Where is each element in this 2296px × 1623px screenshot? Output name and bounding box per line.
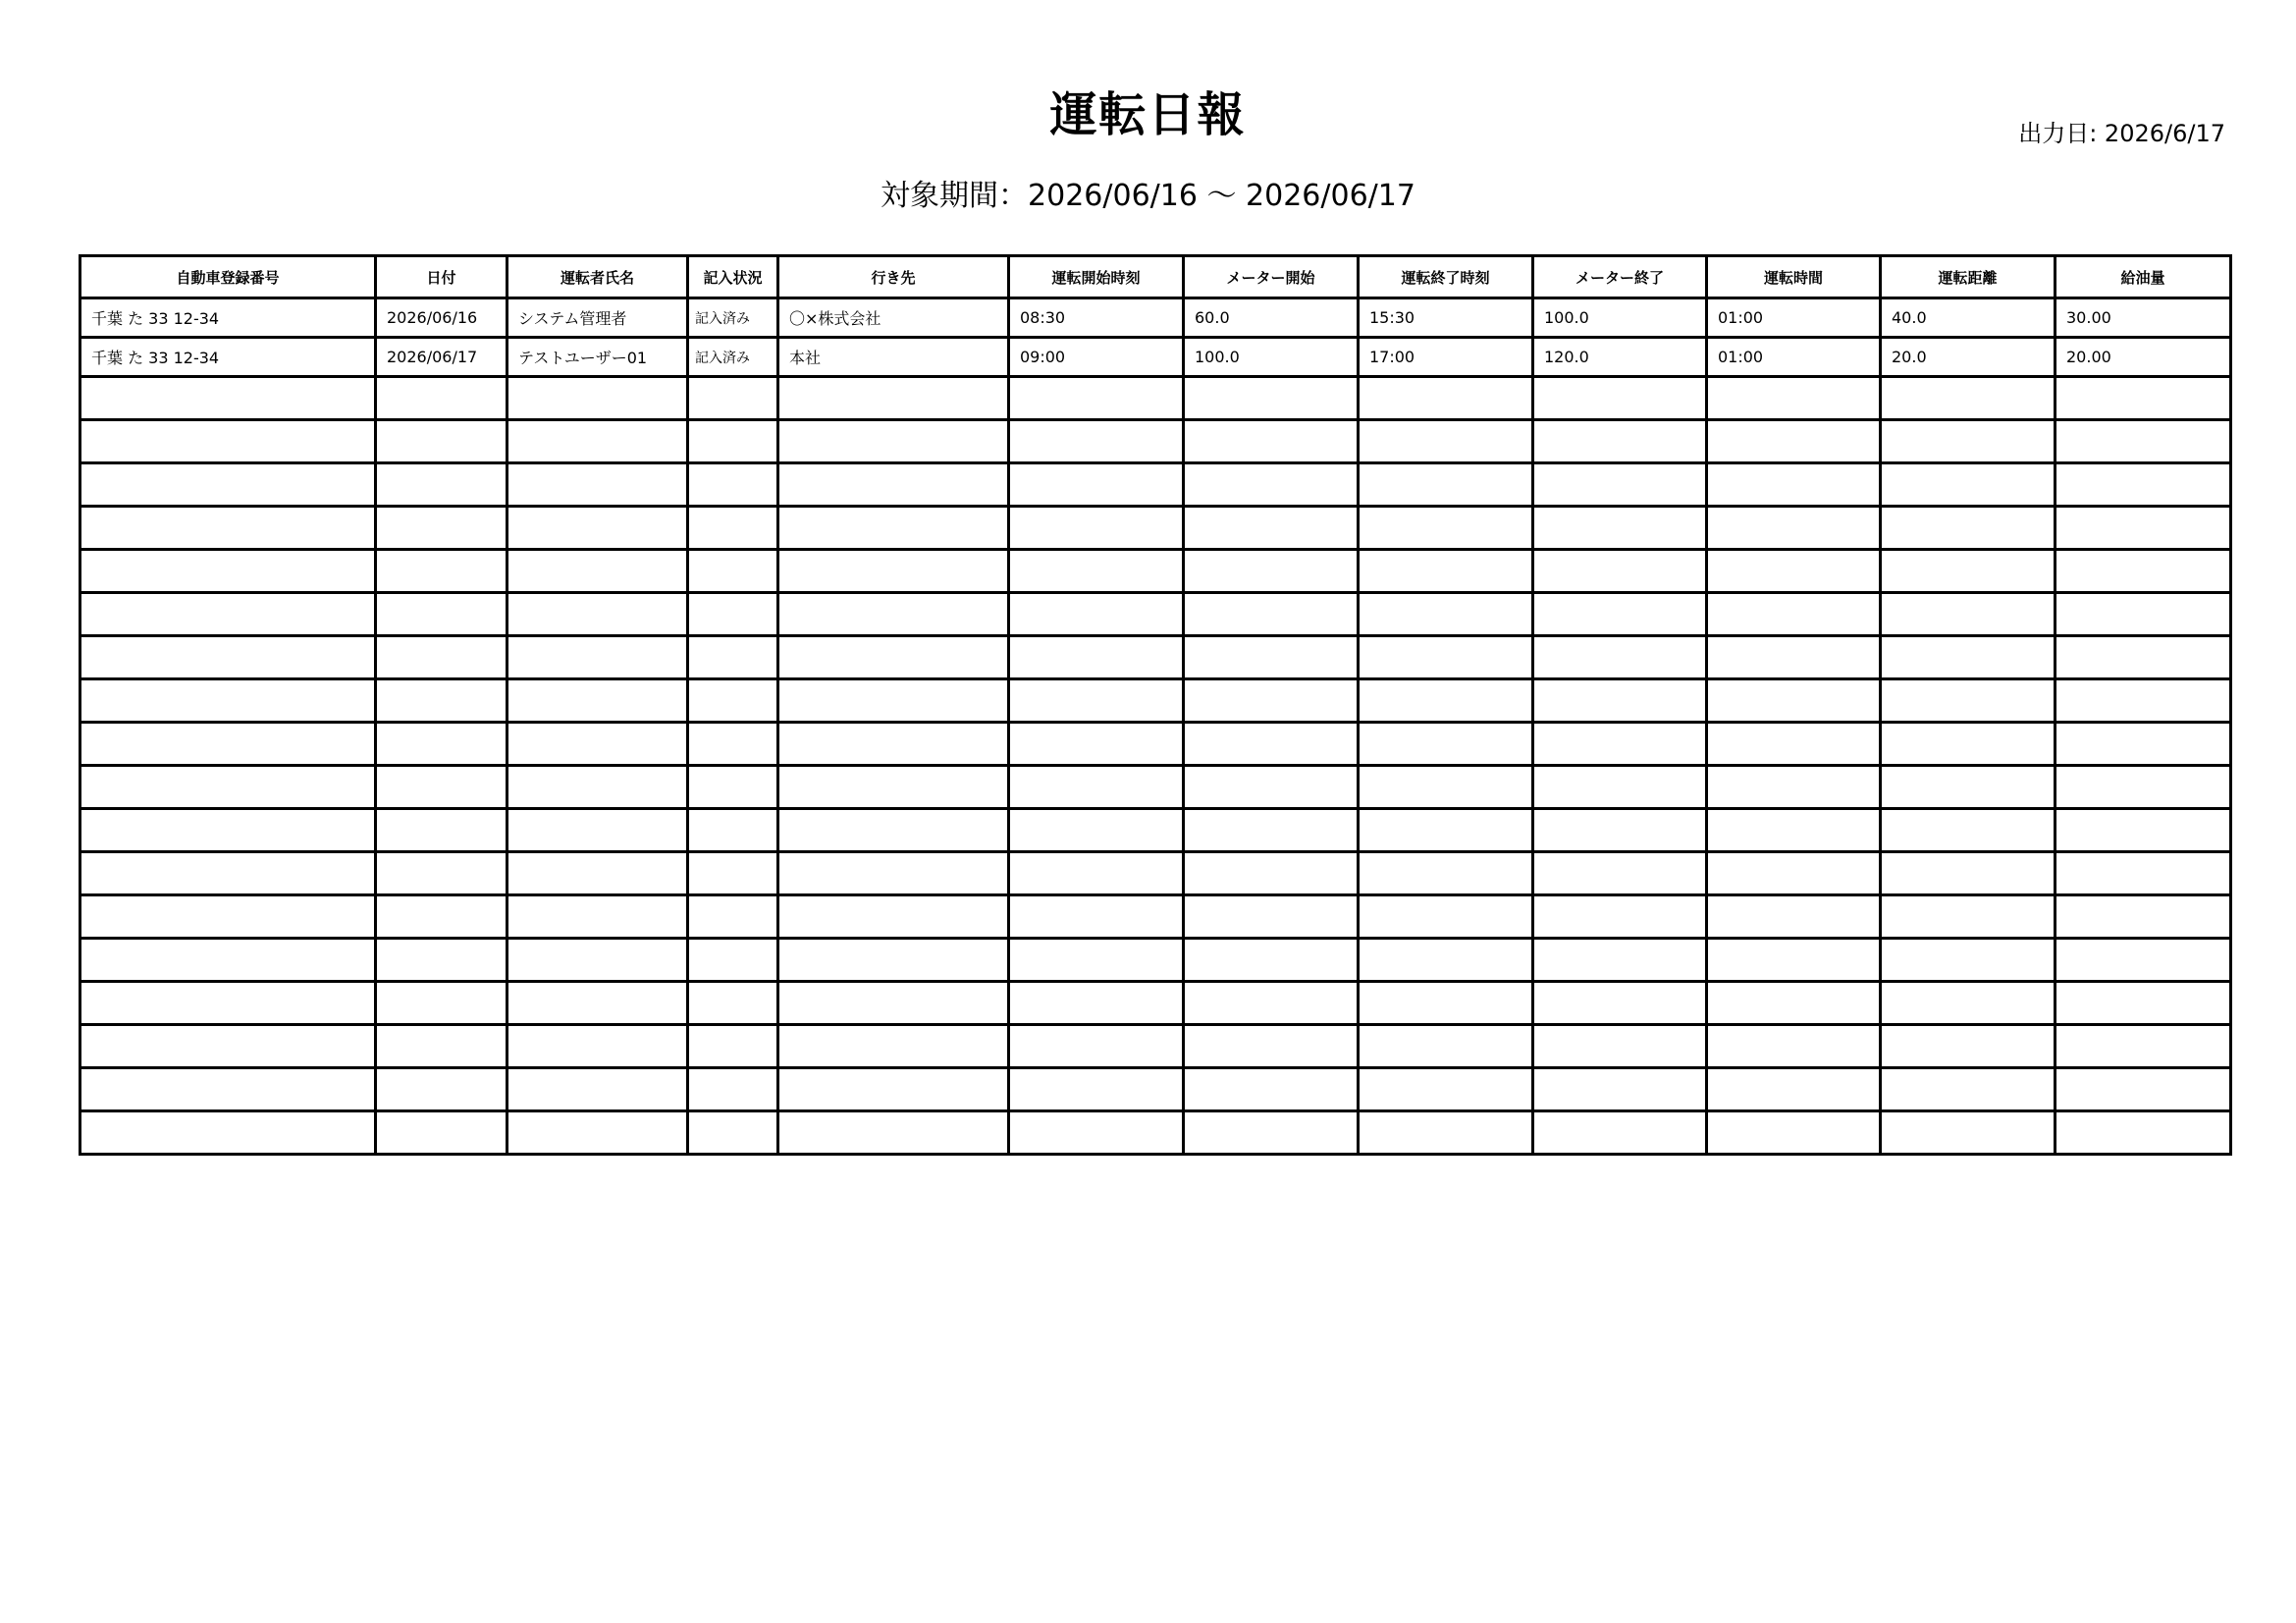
page-title: 運転日報: [1049, 87, 1247, 142]
empty-cell: [1184, 895, 1359, 939]
empty-cell: [1184, 679, 1359, 723]
empty-cell: [1184, 507, 1359, 550]
empty-cell: [1533, 939, 1707, 982]
empty-cell: [688, 895, 778, 939]
empty-cell: [778, 679, 1009, 723]
empty-cell: [507, 679, 688, 723]
empty-cell: [1009, 1025, 1184, 1068]
empty-cell: [1707, 1068, 1881, 1111]
end-time-cell: 15:30: [1359, 298, 1533, 338]
empty-cell: [1009, 895, 1184, 939]
empty-cell: [1009, 420, 1184, 463]
empty-cell: [778, 377, 1009, 420]
empty-table-row: [80, 550, 2231, 593]
empty-cell: [376, 679, 507, 723]
destination-cell: 〇×株式会社: [778, 298, 1009, 338]
empty-cell: [688, 852, 778, 895]
empty-cell: [507, 766, 688, 809]
empty-cell: [2056, 420, 2231, 463]
entry-status-cell: 記入済み: [688, 338, 778, 377]
empty-cell: [1881, 982, 2056, 1025]
empty-cell: [1184, 420, 1359, 463]
empty-cell: [1533, 593, 1707, 636]
empty-table-row: [80, 420, 2231, 463]
empty-table-row: [80, 377, 2231, 420]
empty-table-row: [80, 636, 2231, 679]
empty-cell: [1009, 939, 1184, 982]
empty-cell: [1009, 1068, 1184, 1111]
empty-cell: [2056, 1111, 2231, 1155]
empty-cell: [1009, 982, 1184, 1025]
empty-cell: [1707, 463, 1881, 507]
empty-cell: [1184, 852, 1359, 895]
empty-cell: [1707, 679, 1881, 723]
empty-cell: [1533, 463, 1707, 507]
empty-cell: [1533, 895, 1707, 939]
empty-cell: [80, 636, 376, 679]
empty-cell: [376, 636, 507, 679]
empty-cell: [1009, 636, 1184, 679]
empty-cell: [80, 895, 376, 939]
driver-name-cell: システム管理者: [507, 298, 688, 338]
empty-cell: [778, 507, 1009, 550]
empty-cell: [507, 636, 688, 679]
empty-cell: [1881, 1025, 2056, 1068]
empty-cell: [1009, 1111, 1184, 1155]
destination-cell: 本社: [778, 338, 1009, 377]
empty-cell: [1881, 766, 2056, 809]
empty-cell: [80, 982, 376, 1025]
empty-cell: [1707, 852, 1881, 895]
empty-cell: [688, 982, 778, 1025]
empty-cell: [2056, 679, 2231, 723]
date-cell: 2026/06/17: [376, 338, 507, 377]
empty-cell: [80, 939, 376, 982]
end-time-cell: 17:00: [1359, 338, 1533, 377]
empty-cell: [1533, 420, 1707, 463]
empty-cell: [1881, 1068, 2056, 1111]
empty-cell: [376, 507, 507, 550]
empty-cell: [688, 809, 778, 852]
empty-table-row: [80, 766, 2231, 809]
empty-cell: [1881, 809, 2056, 852]
empty-cell: [507, 939, 688, 982]
empty-cell: [2056, 1025, 2231, 1068]
empty-cell: [1359, 636, 1533, 679]
empty-cell: [376, 852, 507, 895]
empty-cell: [688, 636, 778, 679]
empty-cell: [688, 939, 778, 982]
empty-cell: [688, 507, 778, 550]
empty-cell: [1359, 809, 1533, 852]
empty-cell: [1881, 723, 2056, 766]
empty-cell: [1184, 723, 1359, 766]
column-header-distance: 運転距離: [1881, 256, 2056, 298]
empty-cell: [376, 463, 507, 507]
empty-cell: [376, 939, 507, 982]
empty-cell: [80, 679, 376, 723]
empty-cell: [80, 1025, 376, 1068]
date-cell: 2026/06/16: [376, 298, 507, 338]
empty-cell: [1009, 463, 1184, 507]
start-time-cell: 08:30: [1009, 298, 1184, 338]
empty-cell: [1881, 377, 2056, 420]
empty-cell: [376, 895, 507, 939]
empty-cell: [1533, 982, 1707, 1025]
column-header-end-time: 運転終了時刻: [1359, 256, 1533, 298]
column-header-date: 日付: [376, 256, 507, 298]
empty-cell: [1707, 1025, 1881, 1068]
empty-cell: [688, 766, 778, 809]
empty-cell: [80, 507, 376, 550]
driving-log-table: [79, 254, 2232, 1156]
empty-cell: [80, 766, 376, 809]
empty-cell: [1533, 809, 1707, 852]
empty-cell: [778, 939, 1009, 982]
empty-cell: [1707, 1111, 1881, 1155]
table-row: [80, 338, 2231, 377]
empty-cell: [1009, 593, 1184, 636]
empty-cell: [376, 593, 507, 636]
meter-start-cell: 100.0: [1184, 338, 1359, 377]
empty-cell: [2056, 377, 2231, 420]
empty-cell: [1359, 1068, 1533, 1111]
empty-cell: [2056, 550, 2231, 593]
column-header-vehicle-number: 自動車登録番号: [80, 256, 376, 298]
empty-cell: [778, 852, 1009, 895]
empty-cell: [1533, 679, 1707, 723]
column-header-driver-name: 運転者氏名: [507, 256, 688, 298]
empty-cell: [688, 1111, 778, 1155]
empty-cell: [778, 463, 1009, 507]
empty-cell: [2056, 507, 2231, 550]
empty-cell: [1707, 982, 1881, 1025]
empty-cell: [1009, 550, 1184, 593]
empty-cell: [1359, 766, 1533, 809]
meter-end-cell: 120.0: [1533, 338, 1707, 377]
distance-cell: 20.0: [1881, 338, 2056, 377]
driving-time-cell: 01:00: [1707, 298, 1881, 338]
empty-cell: [1359, 723, 1533, 766]
empty-cell: [507, 507, 688, 550]
empty-cell: [688, 550, 778, 593]
empty-cell: [688, 377, 778, 420]
empty-cell: [507, 895, 688, 939]
empty-cell: [2056, 1068, 2231, 1111]
vehicle-number-cell: 千葉 た 33 12-34: [80, 338, 376, 377]
empty-cell: [1707, 809, 1881, 852]
empty-cell: [1009, 679, 1184, 723]
driver-name-cell: テストユーザー01: [507, 338, 688, 377]
empty-cell: [1184, 939, 1359, 982]
empty-cell: [1533, 1025, 1707, 1068]
empty-cell: [1359, 852, 1533, 895]
empty-cell: [1881, 550, 2056, 593]
empty-cell: [1009, 507, 1184, 550]
entry-status-cell: 記入済み: [688, 298, 778, 338]
column-header-fuel-amount: 給油量: [2056, 256, 2231, 298]
empty-cell: [507, 420, 688, 463]
empty-table-row: [80, 1068, 2231, 1111]
empty-cell: [507, 1068, 688, 1111]
table-header-row: [80, 256, 2231, 298]
empty-cell: [507, 593, 688, 636]
empty-cell: [778, 895, 1009, 939]
empty-cell: [778, 636, 1009, 679]
empty-cell: [376, 809, 507, 852]
empty-cell: [1533, 550, 1707, 593]
table-body: [80, 298, 2231, 1155]
empty-table-row: [80, 463, 2231, 507]
empty-cell: [778, 809, 1009, 852]
empty-cell: [2056, 766, 2231, 809]
empty-cell: [688, 420, 778, 463]
empty-cell: [1881, 507, 2056, 550]
empty-cell: [1184, 809, 1359, 852]
empty-cell: [507, 982, 688, 1025]
empty-cell: [80, 420, 376, 463]
empty-cell: [778, 550, 1009, 593]
table-row: [80, 298, 2231, 338]
column-header-meter-start: メーター開始: [1184, 256, 1359, 298]
empty-table-row: [80, 679, 2231, 723]
empty-cell: [2056, 636, 2231, 679]
empty-cell: [1881, 939, 2056, 982]
empty-cell: [80, 852, 376, 895]
meter-start-cell: 60.0: [1184, 298, 1359, 338]
empty-cell: [376, 420, 507, 463]
empty-cell: [1707, 636, 1881, 679]
empty-cell: [507, 377, 688, 420]
empty-cell: [1533, 377, 1707, 420]
output-date: 出力日: 2026/6/17: [2018, 120, 2225, 147]
empty-table-row: [80, 939, 2231, 982]
empty-cell: [1881, 463, 2056, 507]
empty-cell: [376, 982, 507, 1025]
empty-table-row: [80, 852, 2231, 895]
empty-cell: [80, 723, 376, 766]
empty-cell: [507, 550, 688, 593]
empty-cell: [688, 593, 778, 636]
empty-cell: [376, 1111, 507, 1155]
empty-cell: [2056, 982, 2231, 1025]
empty-cell: [1533, 1111, 1707, 1155]
empty-cell: [1184, 1111, 1359, 1155]
empty-cell: [507, 809, 688, 852]
empty-cell: [1009, 766, 1184, 809]
empty-cell: [1359, 1111, 1533, 1155]
empty-cell: [1707, 593, 1881, 636]
empty-cell: [2056, 852, 2231, 895]
empty-cell: [2056, 809, 2231, 852]
empty-cell: [1184, 377, 1359, 420]
empty-cell: [507, 463, 688, 507]
empty-cell: [1009, 377, 1184, 420]
empty-table-row: [80, 982, 2231, 1025]
empty-cell: [1184, 550, 1359, 593]
empty-cell: [2056, 939, 2231, 982]
empty-table-row: [80, 1025, 2231, 1068]
empty-cell: [778, 420, 1009, 463]
driving-time-cell: 01:00: [1707, 338, 1881, 377]
empty-cell: [1184, 1068, 1359, 1111]
empty-cell: [1881, 593, 2056, 636]
empty-table-row: [80, 1111, 2231, 1155]
empty-cell: [778, 1068, 1009, 1111]
empty-cell: [1359, 420, 1533, 463]
start-time-cell: 09:00: [1009, 338, 1184, 377]
empty-cell: [1359, 895, 1533, 939]
empty-cell: [1184, 593, 1359, 636]
empty-cell: [507, 1025, 688, 1068]
empty-cell: [1184, 463, 1359, 507]
empty-cell: [1184, 636, 1359, 679]
empty-table-row: [80, 593, 2231, 636]
empty-cell: [1184, 1025, 1359, 1068]
empty-cell: [1009, 723, 1184, 766]
empty-cell: [1359, 507, 1533, 550]
empty-cell: [1533, 766, 1707, 809]
empty-cell: [778, 982, 1009, 1025]
empty-cell: [1707, 550, 1881, 593]
empty-table-row: [80, 507, 2231, 550]
empty-cell: [1881, 852, 2056, 895]
empty-cell: [2056, 463, 2231, 507]
column-header-meter-end: メーター終了: [1533, 256, 1707, 298]
empty-cell: [80, 1068, 376, 1111]
empty-cell: [80, 809, 376, 852]
empty-cell: [1184, 982, 1359, 1025]
empty-cell: [1359, 463, 1533, 507]
meter-end-cell: 100.0: [1533, 298, 1707, 338]
column-header-driving-time: 運転時間: [1707, 256, 1881, 298]
empty-cell: [1533, 852, 1707, 895]
empty-cell: [1359, 939, 1533, 982]
column-header-destination: 行き先: [778, 256, 1009, 298]
empty-cell: [1707, 420, 1881, 463]
empty-cell: [1359, 550, 1533, 593]
empty-cell: [376, 377, 507, 420]
empty-cell: [376, 1025, 507, 1068]
empty-cell: [80, 377, 376, 420]
fuel-amount-cell: 20.00: [2056, 338, 2231, 377]
empty-table-row: [80, 723, 2231, 766]
empty-cell: [778, 1111, 1009, 1155]
empty-cell: [1881, 679, 2056, 723]
empty-cell: [688, 723, 778, 766]
empty-cell: [778, 593, 1009, 636]
vehicle-number-cell: 千葉 た 33 12-34: [80, 298, 376, 338]
empty-cell: [80, 550, 376, 593]
empty-cell: [1881, 1111, 2056, 1155]
empty-cell: [376, 766, 507, 809]
empty-cell: [1359, 593, 1533, 636]
empty-cell: [80, 463, 376, 507]
empty-cell: [778, 1025, 1009, 1068]
empty-cell: [1707, 377, 1881, 420]
empty-cell: [376, 1068, 507, 1111]
column-header-entry-status: 記入状況: [688, 256, 778, 298]
empty-cell: [2056, 723, 2231, 766]
empty-cell: [507, 723, 688, 766]
empty-cell: [1707, 766, 1881, 809]
empty-cell: [1707, 939, 1881, 982]
empty-cell: [1533, 1068, 1707, 1111]
empty-cell: [778, 723, 1009, 766]
empty-cell: [1707, 723, 1881, 766]
empty-cell: [1533, 723, 1707, 766]
empty-cell: [1359, 982, 1533, 1025]
empty-cell: [80, 593, 376, 636]
empty-cell: [507, 852, 688, 895]
empty-cell: [1881, 420, 2056, 463]
empty-cell: [688, 679, 778, 723]
column-header-start-time: 運転開始時刻: [1009, 256, 1184, 298]
empty-cell: [1881, 895, 2056, 939]
empty-cell: [688, 463, 778, 507]
empty-cell: [1707, 895, 1881, 939]
empty-cell: [688, 1068, 778, 1111]
empty-cell: [1533, 507, 1707, 550]
empty-cell: [1359, 377, 1533, 420]
empty-cell: [1009, 809, 1184, 852]
empty-cell: [80, 1111, 376, 1155]
empty-cell: [1707, 507, 1881, 550]
empty-cell: [1533, 636, 1707, 679]
empty-cell: [376, 550, 507, 593]
empty-cell: [688, 1025, 778, 1068]
empty-cell: [1184, 766, 1359, 809]
fuel-amount-cell: 30.00: [2056, 298, 2231, 338]
empty-cell: [1359, 1025, 1533, 1068]
distance-cell: 40.0: [1881, 298, 2056, 338]
target-period: 対象期間：2026/06/16 〜 2026/06/17: [881, 179, 1415, 213]
empty-cell: [2056, 895, 2231, 939]
empty-cell: [507, 1111, 688, 1155]
empty-table-row: [80, 809, 2231, 852]
empty-cell: [376, 723, 507, 766]
empty-cell: [1881, 636, 2056, 679]
empty-cell: [1359, 679, 1533, 723]
empty-table-row: [80, 895, 2231, 939]
empty-cell: [1009, 852, 1184, 895]
empty-cell: [2056, 593, 2231, 636]
empty-cell: [778, 766, 1009, 809]
